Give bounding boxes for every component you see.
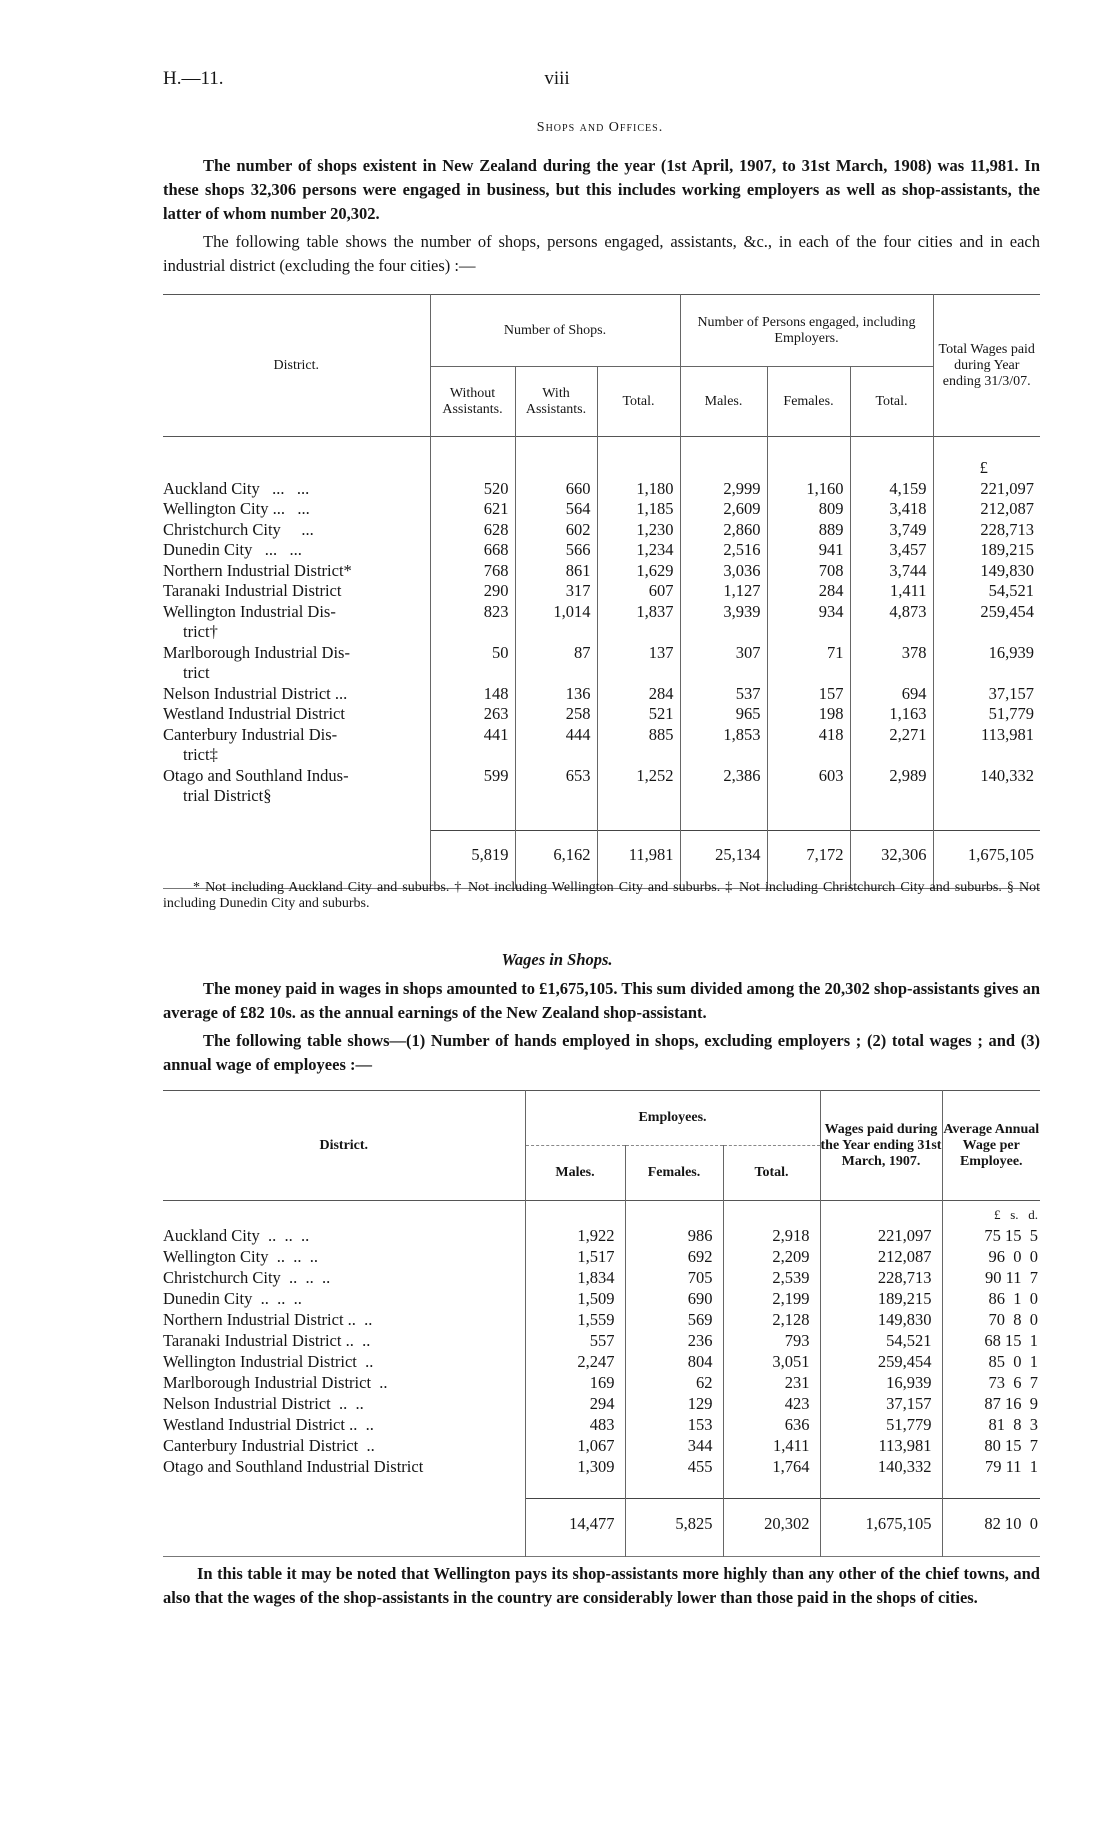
table-row xyxy=(163,725,1040,766)
total-females: 5,825 xyxy=(625,1499,723,1557)
cell-males: 169 xyxy=(525,1372,625,1393)
cell-wages-paid: 37,157 xyxy=(820,1393,942,1414)
table-row xyxy=(163,1351,1040,1372)
cell-females: 690 xyxy=(625,1288,723,1309)
spacer-row xyxy=(163,807,1040,831)
col-males: Males. xyxy=(525,1146,625,1201)
total-with-assistants: 6,162 xyxy=(515,831,597,889)
district-name: Taranaki Industrial District .. .. xyxy=(163,1330,371,1350)
table-row xyxy=(163,1309,1040,1330)
cell-females: 62 xyxy=(625,1372,723,1393)
cell-total-wages: 228,713 xyxy=(933,520,1040,541)
cell-shops-total: 1,837 xyxy=(597,602,680,643)
col-total-wages: Total Wages paid during Year ending 31/3/07. xyxy=(933,295,1040,437)
cell-total: 2,918 xyxy=(723,1225,820,1246)
spacer-cell xyxy=(163,807,430,831)
cell-persons-total: 4,159 xyxy=(850,479,933,500)
cell-shops-total: 1,252 xyxy=(597,766,680,807)
cell-average-wage: 86 1 0 xyxy=(942,1288,1040,1309)
district-name: Marlborough Industrial Dis- xyxy=(163,642,350,662)
cell-females: 198 xyxy=(767,704,850,725)
cell-total: 2,199 xyxy=(723,1288,820,1309)
spacer-cell xyxy=(163,1477,525,1499)
cell-males: 1,517 xyxy=(525,1246,625,1267)
cell-males: 2,386 xyxy=(680,766,767,807)
district-cell xyxy=(163,766,430,807)
cell-average-wage: 90 11 7 xyxy=(942,1267,1040,1288)
col-with-assistants: With Assistants. xyxy=(515,367,597,437)
spacer-cell xyxy=(933,807,1040,831)
cell-males: 2,999 xyxy=(680,479,767,500)
district-name: Canterbury Industrial Dis- xyxy=(163,724,338,744)
cell-females: 804 xyxy=(625,1351,723,1372)
cell-total-wages: 149,830 xyxy=(933,561,1040,582)
cell-males: 1,127 xyxy=(680,581,767,602)
district-name: Northern Industrial District* xyxy=(163,560,352,580)
cell-females: 71 xyxy=(767,643,850,684)
district-cell xyxy=(163,643,430,684)
cell-total-wages: 189,215 xyxy=(933,540,1040,561)
table-row xyxy=(163,1372,1040,1393)
table-row xyxy=(163,1288,1040,1309)
district-cell xyxy=(163,684,430,705)
cell-males: 2,516 xyxy=(680,540,767,561)
lsd-units: £ s. d. xyxy=(942,1201,1040,1225)
spacer-cell xyxy=(680,807,767,831)
cell-without-assistants: 50 xyxy=(430,643,515,684)
cell-total-wages: 212,087 xyxy=(933,499,1040,520)
cell-without-assistants: 621 xyxy=(430,499,515,520)
district-cell xyxy=(163,602,430,643)
cell-total: 423 xyxy=(723,1393,820,1414)
cell-total-wages: 221,097 xyxy=(933,479,1040,500)
cell-females: 708 xyxy=(767,561,850,582)
cell-shops-total: 521 xyxy=(597,704,680,725)
cell-males: 1,067 xyxy=(525,1435,625,1456)
cell-total-wages: 16,939 xyxy=(933,643,1040,684)
table-row xyxy=(163,1435,1040,1456)
total-total: 20,302 xyxy=(723,1499,820,1557)
cell-males: 1,509 xyxy=(525,1288,625,1309)
cell-wages-paid: 189,215 xyxy=(820,1288,942,1309)
table-row xyxy=(163,1330,1040,1351)
district-name-continued: trict xyxy=(183,663,210,682)
cell-males: 1,834 xyxy=(525,1267,625,1288)
spacer-cell xyxy=(942,1477,1040,1499)
cell-males: 2,247 xyxy=(525,1351,625,1372)
cell-males: 557 xyxy=(525,1330,625,1351)
cell-females: 1,160 xyxy=(767,479,850,500)
cell-with-assistants: 317 xyxy=(515,581,597,602)
table-row xyxy=(163,1225,1040,1246)
district-name: Otago and Southland Indus- xyxy=(163,765,349,785)
district-name: Northern Industrial District .. .. xyxy=(163,1309,373,1329)
cell-without-assistants: 290 xyxy=(430,581,515,602)
cell-total-wages: 51,779 xyxy=(933,704,1040,725)
cell-wages-paid: 228,713 xyxy=(820,1267,942,1288)
district-cell xyxy=(163,704,430,725)
cell-average-wage: 70 8 0 xyxy=(942,1309,1040,1330)
col-group-persons: Number of Persons engaged, including Employers. xyxy=(680,295,933,367)
total-males: 25,134 xyxy=(680,831,767,889)
section-title-shops-offices: Shops and Offices. xyxy=(536,120,664,135)
currency-symbol: £ xyxy=(933,437,1040,479)
table-row xyxy=(163,643,1040,684)
spacer-cell xyxy=(525,1477,625,1499)
wages-table-intro: The following table shows—(1) Number of hands employed in shops, excluding employers ; (2) total wages ; and (3) annual wage of employees :— xyxy=(163,1031,1040,1074)
cell-persons-total: 4,873 xyxy=(850,602,933,643)
cell-with-assistants: 566 xyxy=(515,540,597,561)
cell-with-assistants: 653 xyxy=(515,766,597,807)
cell-shops-total: 607 xyxy=(597,581,680,602)
cell-females: 236 xyxy=(625,1330,723,1351)
table-row xyxy=(163,581,1040,602)
cell-with-assistants: 564 xyxy=(515,499,597,520)
col-persons-total: Total. xyxy=(850,367,933,437)
district-name: Nelson Industrial District ... xyxy=(163,683,348,703)
cell-average-wage: 80 15 7 xyxy=(942,1435,1040,1456)
cell-shops-total: 1,234 xyxy=(597,540,680,561)
total-shops-total: 11,981 xyxy=(597,831,680,889)
table-row xyxy=(163,1267,1040,1288)
cell-females: 157 xyxy=(767,684,850,705)
cell-with-assistants: 444 xyxy=(515,725,597,766)
cell-total: 2,539 xyxy=(723,1267,820,1288)
col-shops-total: Total. xyxy=(597,367,680,437)
table-row xyxy=(163,684,1040,705)
cell-females: 153 xyxy=(625,1414,723,1435)
section-title-wages: Wages in Shops. xyxy=(501,950,613,969)
cell-persons-total: 3,418 xyxy=(850,499,933,520)
cell-persons-total: 694 xyxy=(850,684,933,705)
cell-females: 941 xyxy=(767,540,850,561)
spacer-cell xyxy=(767,807,850,831)
cell-total: 1,411 xyxy=(723,1435,820,1456)
district-cell xyxy=(163,725,430,766)
district-name: Auckland City .. .. .. xyxy=(163,1225,310,1245)
cell-persons-total: 378 xyxy=(850,643,933,684)
total-total-wages: 1,675,105 xyxy=(933,831,1040,889)
district-name-continued: trial District§ xyxy=(183,786,272,805)
cell-shops-total: 1,629 xyxy=(597,561,680,582)
cell-without-assistants: 823 xyxy=(430,602,515,643)
spacer-cell xyxy=(430,807,515,831)
cell-total-wages: 140,332 xyxy=(933,766,1040,807)
table-row xyxy=(163,1393,1040,1414)
cell-males: 1,853 xyxy=(680,725,767,766)
cell-persons-total: 1,163 xyxy=(850,704,933,725)
table-row xyxy=(163,499,1040,520)
cell-persons-total: 2,989 xyxy=(850,766,933,807)
total-females: 7,172 xyxy=(767,831,850,889)
cell-wages-paid: 140,332 xyxy=(820,1456,942,1477)
cell-wages-paid: 51,779 xyxy=(820,1414,942,1435)
district-name: Canterbury Industrial District .. xyxy=(163,1435,375,1455)
cell-females: 418 xyxy=(767,725,850,766)
page-number: viii xyxy=(544,68,570,89)
district-name: Wellington City ... ... xyxy=(163,499,310,518)
cell-males: 2,609 xyxy=(680,499,767,520)
cell-average-wage: 73 6 7 xyxy=(942,1372,1040,1393)
cell-total-wages: 259,454 xyxy=(933,602,1040,643)
col-total: Total. xyxy=(723,1146,820,1201)
cell-wages-paid: 54,521 xyxy=(820,1330,942,1351)
col-group-shops: Number of Shops. xyxy=(430,295,680,367)
cell-males: 965 xyxy=(680,704,767,725)
cell-total-wages: 37,157 xyxy=(933,684,1040,705)
district-name: Westland Industrial District xyxy=(163,704,345,723)
cell-males: 1,309 xyxy=(525,1456,625,1477)
district-name: Auckland City ... ... xyxy=(163,478,310,498)
cell-females: 692 xyxy=(625,1246,723,1267)
cell-females: 889 xyxy=(767,520,850,541)
cell-shops-total: 1,180 xyxy=(597,479,680,500)
table-row xyxy=(163,520,1040,541)
cell-persons-total: 3,457 xyxy=(850,540,933,561)
table-row xyxy=(163,479,1040,500)
report-reference: H.—11. xyxy=(163,68,224,89)
district-cell xyxy=(163,520,430,541)
cell-males: 1,922 xyxy=(525,1225,625,1246)
cell-average-wage: 75 15 5 xyxy=(942,1225,1040,1246)
table-row xyxy=(163,1246,1040,1267)
cell-total-wages: 113,981 xyxy=(933,725,1040,766)
total-males: 14,477 xyxy=(525,1499,625,1557)
district-name: Wellington Industrial Dis- xyxy=(163,601,336,621)
district-cell xyxy=(163,581,430,602)
cell-shops-total: 284 xyxy=(597,684,680,705)
cell-with-assistants: 136 xyxy=(515,684,597,705)
spacer-cell xyxy=(820,1477,942,1499)
district-name: Dunedin City ... ... xyxy=(163,540,302,559)
table-row xyxy=(163,540,1040,561)
spacer-cell xyxy=(723,1477,820,1499)
cell-females: 129 xyxy=(625,1393,723,1414)
wages-table xyxy=(163,1090,1040,1557)
spacer-cell xyxy=(625,1477,723,1499)
cell-total: 1,764 xyxy=(723,1456,820,1477)
cell-wages-paid: 259,454 xyxy=(820,1351,942,1372)
district-name: Christchurch City .. .. .. xyxy=(163,1267,331,1287)
cell-females: 603 xyxy=(767,766,850,807)
cell-males: 307 xyxy=(680,643,767,684)
cell-persons-total: 1,411 xyxy=(850,581,933,602)
table-row xyxy=(163,704,1040,725)
cell-without-assistants: 441 xyxy=(430,725,515,766)
cell-males: 2,860 xyxy=(680,520,767,541)
cell-females: 986 xyxy=(625,1225,723,1246)
district-name: Dunedin City .. .. .. xyxy=(163,1288,302,1308)
cell-average-wage: 79 11 1 xyxy=(942,1456,1040,1477)
cell-total-wages: 54,521 xyxy=(933,581,1040,602)
cell-wages-paid: 113,981 xyxy=(820,1435,942,1456)
district-cell xyxy=(163,540,430,561)
cell-with-assistants: 602 xyxy=(515,520,597,541)
cell-wages-paid: 221,097 xyxy=(820,1225,942,1246)
cell-without-assistants: 668 xyxy=(430,540,515,561)
table-footnotes: * Not including Auckland City and suburbs. † Not including Wellington City and suburbs. ‡ Not including Christchurch City and suburbs. § Not including Dunedin City and suburbs. xyxy=(163,880,1040,911)
cell-without-assistants: 263 xyxy=(430,704,515,725)
table-intro-paragraph: The following table shows the number of shops, persons engaged, assistants, &c., in each of the four cities and in each industrial district (excluding the four cities) :— xyxy=(163,232,1040,275)
table-row xyxy=(163,1456,1040,1477)
cell-average-wage: 81 8 3 xyxy=(942,1414,1040,1435)
col-females: Females. xyxy=(625,1146,723,1201)
cell-without-assistants: 628 xyxy=(430,520,515,541)
shops-table xyxy=(163,294,1040,889)
cell-average-wage: 87 16 9 xyxy=(942,1393,1040,1414)
cell-total: 636 xyxy=(723,1414,820,1435)
district-name: Taranaki Industrial District xyxy=(163,581,342,600)
total-wages-paid: 1,675,105 xyxy=(820,1499,942,1557)
cell-total: 2,209 xyxy=(723,1246,820,1267)
table-row xyxy=(163,602,1040,643)
table-row xyxy=(163,766,1040,807)
cell-wages-paid: 16,939 xyxy=(820,1372,942,1393)
cell-shops-total: 137 xyxy=(597,643,680,684)
col-group-employees: Employees. xyxy=(525,1091,820,1146)
cell-persons-total: 2,271 xyxy=(850,725,933,766)
cell-with-assistants: 861 xyxy=(515,561,597,582)
cell-persons-total: 3,744 xyxy=(850,561,933,582)
totals-row xyxy=(163,1499,1040,1557)
cell-without-assistants: 768 xyxy=(430,561,515,582)
totals-label xyxy=(163,1499,525,1557)
col-without-assistants: Without Assistants. xyxy=(430,367,515,437)
cell-average-wage: 68 15 1 xyxy=(942,1330,1040,1351)
intro-paragraph: The number of shops existent in New Zealand during the year (1st April, 1907, to 31st March, 1908) was 11,981. In these shops 32,306 persons were engaged in business, but this includes working employers as well as shop-assistants, the latter of whom number 20,302. xyxy=(163,156,1040,223)
cell-shops-total: 885 xyxy=(597,725,680,766)
cell-with-assistants: 1,014 xyxy=(515,602,597,643)
district-name: Wellington Industrial District .. xyxy=(163,1351,374,1371)
cell-without-assistants: 148 xyxy=(430,684,515,705)
spacer-cell xyxy=(850,807,933,831)
col-females: Females. xyxy=(767,367,850,437)
cell-shops-total: 1,185 xyxy=(597,499,680,520)
cell-without-assistants: 520 xyxy=(430,479,515,500)
district-name: Wellington City .. .. .. xyxy=(163,1246,318,1266)
col-district: District. xyxy=(273,357,319,373)
col-district: District. xyxy=(319,1137,369,1153)
cell-shops-total: 1,230 xyxy=(597,520,680,541)
cell-females: 284 xyxy=(767,581,850,602)
col-average-wage: Average Annual Wage per Employee. xyxy=(942,1091,1040,1201)
cell-total: 793 xyxy=(723,1330,820,1351)
table-row xyxy=(163,561,1040,582)
cell-females: 809 xyxy=(767,499,850,520)
total-without-assistants: 5,819 xyxy=(430,831,515,889)
district-name-continued: trict† xyxy=(183,622,218,641)
cell-with-assistants: 660 xyxy=(515,479,597,500)
cell-females: 569 xyxy=(625,1309,723,1330)
cell-females: 344 xyxy=(625,1435,723,1456)
cell-without-assistants: 599 xyxy=(430,766,515,807)
cell-total: 3,051 xyxy=(723,1351,820,1372)
wages-paragraph: The money paid in wages in shops amounted to £1,675,105. This sum divided among the 20,302 shop-assistants gives an average of £82 10s. as the annual earnings of the New Zealand shop-assistant. xyxy=(163,979,1040,1022)
cell-females: 705 xyxy=(625,1267,723,1288)
district-name: Marlborough Industrial District .. xyxy=(163,1372,388,1392)
district-name-continued: trict‡ xyxy=(183,745,218,764)
cell-males: 3,036 xyxy=(680,561,767,582)
cell-with-assistants: 87 xyxy=(515,643,597,684)
district-cell xyxy=(163,561,430,582)
spacer-cell xyxy=(515,807,597,831)
cell-males: 3,939 xyxy=(680,602,767,643)
closing-paragraph: In this table it may be noted that Wellington pays its shop-assistants more highly than any other of the chief towns, and also that the wages of the shop-assistants in the country are considerably lower than those paid in the shops of cities. xyxy=(163,1564,1040,1607)
cell-females: 455 xyxy=(625,1456,723,1477)
total-average-wage: 82 10 0 xyxy=(942,1499,1040,1557)
cell-males: 294 xyxy=(525,1393,625,1414)
cell-wages-paid: 212,087 xyxy=(820,1246,942,1267)
district-cell xyxy=(163,479,430,500)
cell-males: 483 xyxy=(525,1414,625,1435)
cell-males: 537 xyxy=(680,684,767,705)
cell-average-wage: 85 0 1 xyxy=(942,1351,1040,1372)
district-name: Otago and Southland Industrial District xyxy=(163,1456,424,1476)
district-cell xyxy=(163,499,430,520)
cell-total: 2,128 xyxy=(723,1309,820,1330)
cell-females: 934 xyxy=(767,602,850,643)
total-persons-total: 32,306 xyxy=(850,831,933,889)
district-name: Nelson Industrial District .. .. xyxy=(163,1393,364,1413)
cell-wages-paid: 149,830 xyxy=(820,1309,942,1330)
cell-average-wage: 96 0 0 xyxy=(942,1246,1040,1267)
cell-with-assistants: 258 xyxy=(515,704,597,725)
table-row xyxy=(163,1414,1040,1435)
district-name: Westland Industrial District .. .. xyxy=(163,1414,374,1434)
district-name: Christchurch City ... xyxy=(163,519,314,539)
col-males: Males. xyxy=(680,367,767,437)
cell-total: 231 xyxy=(723,1372,820,1393)
cell-persons-total: 3,749 xyxy=(850,520,933,541)
cell-males: 1,559 xyxy=(525,1309,625,1330)
col-wages-paid: Wages paid during the Year ending 31st March, 1907. xyxy=(820,1091,942,1201)
spacer-row xyxy=(163,1477,1040,1499)
spacer-cell xyxy=(597,807,680,831)
